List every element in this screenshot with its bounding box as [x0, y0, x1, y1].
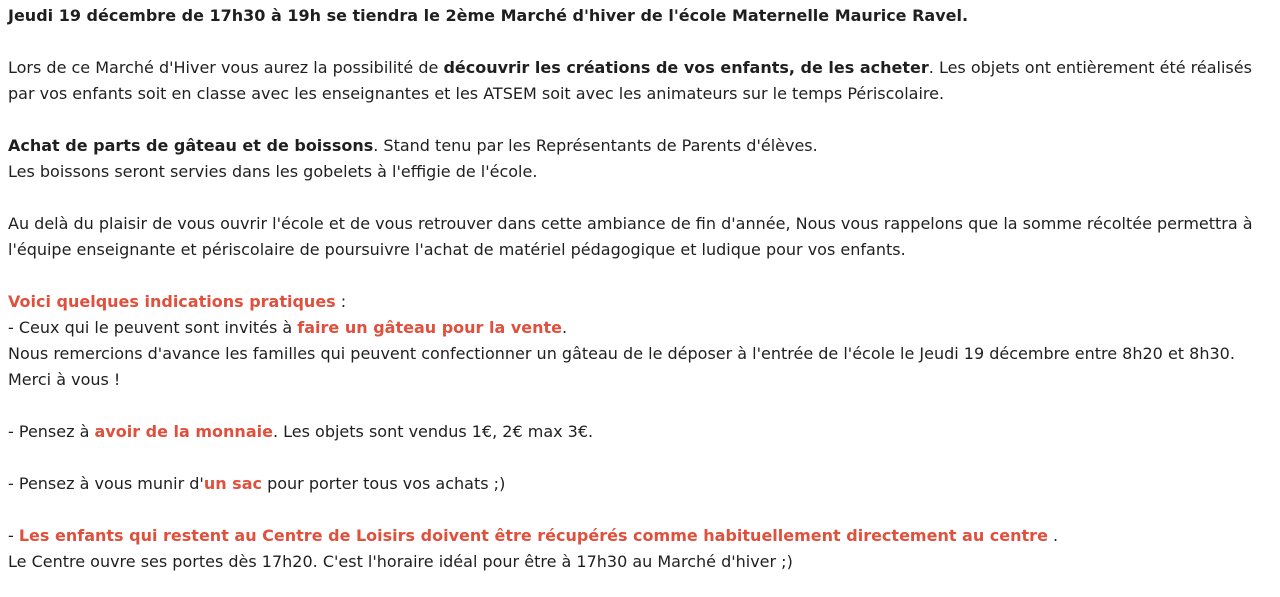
headline-paragraph: [8, 3, 1256, 29]
bag-paragraph: [8, 471, 1256, 497]
intro-paragraph: [8, 55, 1256, 107]
cake-prefix: - Ceux qui le peuvent sont invités à: [8, 318, 298, 337]
practical-heading: Voici quelques indications pratiques: [8, 292, 336, 311]
cake-emphasis: faire un gâteau pour la vente: [297, 318, 563, 337]
snack-line-2: Les boissons seront servies dans les gobelets à l'effigie de l'école.: [8, 162, 538, 181]
practical-paragraph: [8, 289, 1256, 393]
snack-line-1: [8, 133, 1256, 159]
cake-suffix: .: [562, 318, 568, 337]
intro-emphasis: découvrir les créations de vos enfants, de les acheter: [443, 58, 929, 77]
purpose-paragraph: Au delà du plaisir de vous ouvrir l'école et de vous retrouver dans cette ambiance de fin d'année, Nous vous rappelons que la somme récoltée permettra à l'équipe enseignante et périscolaire de poursuivre l'achat de matériel pédagogique et ludique pour vos enfants.: [8, 214, 1253, 259]
practical-heading-suffix: :: [335, 292, 347, 311]
leisure-prefix: -: [8, 526, 19, 545]
snack-suffix: . Stand tenu par les Représentants de Parents d'élèves.: [373, 136, 818, 155]
bag-suffix: pour porter tous vos achats ;): [261, 474, 506, 493]
practical-heading-line: [8, 289, 1256, 315]
leisure-line-2: Le Centre ouvre ses portes dès 17h20. C'est l'horaire idéal pour être à 17h30 au Marché d'hiver ;): [8, 552, 793, 571]
cake-details: Nous remercions d'avance les familles qui peuvent confectionner un gâteau de le déposer à l'entrée de l'école le Jeudi 19 décembre entre 8h20 et 8h30. Merci à vous !: [8, 344, 1235, 389]
money-suffix: . Les objets sont vendus 1€, 2€ max 3€.: [272, 422, 594, 441]
leisure-paragraph: [8, 523, 1256, 575]
headline: Jeudi 19 décembre de 17h30 à 19h se tiendra le 2ème Marché d'hiver de l'école Maternelle Maurice Ravel.: [8, 6, 969, 25]
intro-prefix: Lors de ce Marché d'Hiver vous aurez la possibilité de: [8, 58, 444, 77]
snack-emphasis: Achat de parts de gâteau et de boissons: [8, 136, 374, 155]
leisure-suffix: .: [1047, 526, 1059, 545]
money-emphasis: avoir de la monnaie: [94, 422, 273, 441]
cake-line: [8, 315, 1256, 341]
bag-prefix: - Pensez à vous munir d': [8, 474, 204, 493]
intro-suffix: . Les objets ont entièrement été réalisés par vos enfants soit en classe avec les enseignantes et les ATSEM soit avec les animateurs sur le temps Périscolaire.: [8, 58, 1252, 103]
leisure-line-1: [8, 523, 1256, 549]
snack-paragraph: [8, 133, 1256, 185]
money-paragraph: [8, 419, 1256, 445]
leisure-emphasis: Les enfants qui restent au Centre de Loisirs doivent être récupérés comme habituellement directement au centre: [18, 526, 1048, 545]
money-prefix: - Pensez à: [8, 422, 95, 441]
bag-emphasis: un sac: [203, 474, 262, 493]
